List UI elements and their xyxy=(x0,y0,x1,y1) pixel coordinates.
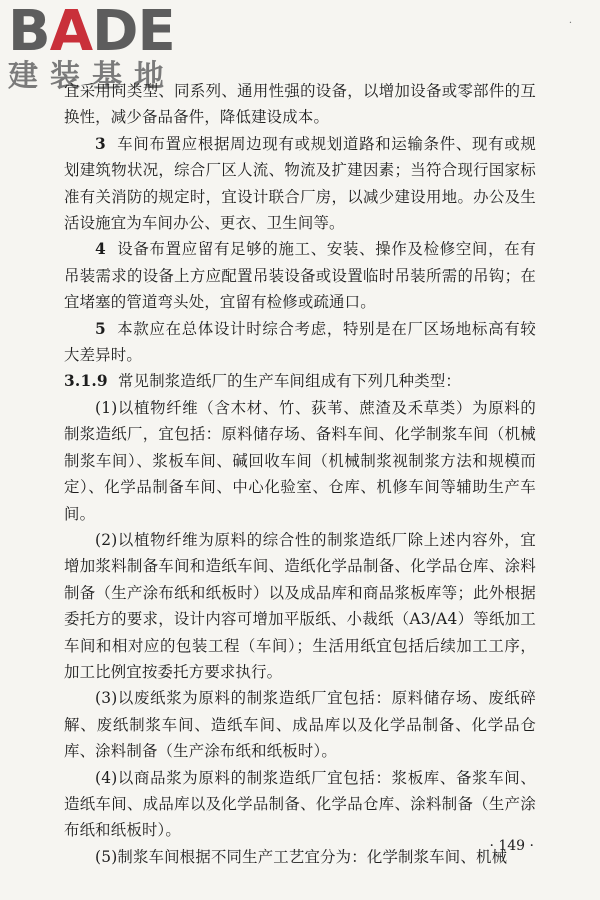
paragraph-3 xyxy=(64,131,536,237)
paragraph-text: 车间布置应根据周边现有或规划道路和运输条件、现有或规划建筑物状况，综合厂区人流、物流及扩建因素；当符合现行国家标准有关消防的规定时，宜设计联合厂房，以减少建设用地。办公及生活设施宜为车间办公、更衣、卫生间等。 xyxy=(64,134,536,233)
page-number: · 149 · xyxy=(489,838,534,854)
logo-letter-a: A xyxy=(49,0,93,64)
corner-mark: · xyxy=(568,18,572,29)
paragraph-number: 4 xyxy=(95,240,106,259)
list-item-4: (4)以商品浆为原料的制浆造纸厂宜包括：浆板库、备浆车间、造纸车间、成品库以及化学品制备、化学品仓库、涂料制备（生产涂布纸和纸板时）。 xyxy=(64,768,536,840)
logo-subtitle: 建装基地 xyxy=(8,59,176,94)
list-item-5: (5)制浆车间根据不同生产工艺宜分为：化学制浆车间、机械 xyxy=(95,847,508,866)
paragraph-number: 3 xyxy=(95,134,106,153)
paragraph-4 xyxy=(64,236,536,315)
paragraph-number: 5 xyxy=(95,319,106,338)
page-content xyxy=(64,78,536,870)
section-text: 常见制浆造纸厂的生产车间组成有下列几种类型： xyxy=(118,372,462,391)
logo-letter-b: B xyxy=(8,0,50,64)
section-number: 3.1.9 xyxy=(64,372,108,391)
paragraph-text: 本款应在总体设计时综合考虑，特别是在厂区场地标高有较大差异时。 xyxy=(64,319,536,365)
list-item-3: (3)以废纸浆为原料的制浆造纸厂宜包括：原料储存场、废纸碎解、废纸制浆车间、造纸车间、成品库以及化学品制备、化学品仓库、涂料制备（生产涂布纸和纸板时）。 xyxy=(64,689,536,761)
list-item-1: (1)以植物纤维（含木材、竹、荻苇、蔗渣及禾草类）为原料的制浆造纸厂，宜包括：原料储存场、备料车间、化学制浆车间（机械制浆车间）、浆板车间、碱回收车间（机械制浆视制浆方法和规模而定）、化学品制备车间、中心化验室、仓库、机修车间等辅助生产车间。 xyxy=(64,398,536,523)
list-item-2: (2)以植物纤维为原料的综合性的制浆造纸厂除上述内容外，宜增加浆料制备车间和造纸车间、造纸化学品制备、化学品仓库、涂料制备（生产涂布纸和纸板时）以及成品库和商品浆板库等；此外根据委托方的要求，设计内容可增加平版纸、小裁纸（A3/A4）等纸加工车间和相对应的包装工程（车间）；生活用纸宜包括后续加工工序，加工比例宜按委托方要求执行。 xyxy=(64,530,536,681)
paragraph-continuation: 宜采用同类型、同系列、通用性强的设备，以增加设备或零部件的互换性，减少备品备件，降低建设成本。 xyxy=(64,82,536,127)
section-3-1-9 xyxy=(64,368,536,394)
paragraph-text: 设备布置应留有足够的施工、安装、操作及检修空间，在有吊装需求的设备上方应配置吊装设备或设置临时吊装所需的吊钩；在宜堵塞的管道弯头处，宜留有检修或疏通口。 xyxy=(64,240,536,312)
logo-letters-de: DE xyxy=(92,0,175,64)
paragraph-5 xyxy=(64,316,536,369)
logo-brand xyxy=(8,2,175,62)
